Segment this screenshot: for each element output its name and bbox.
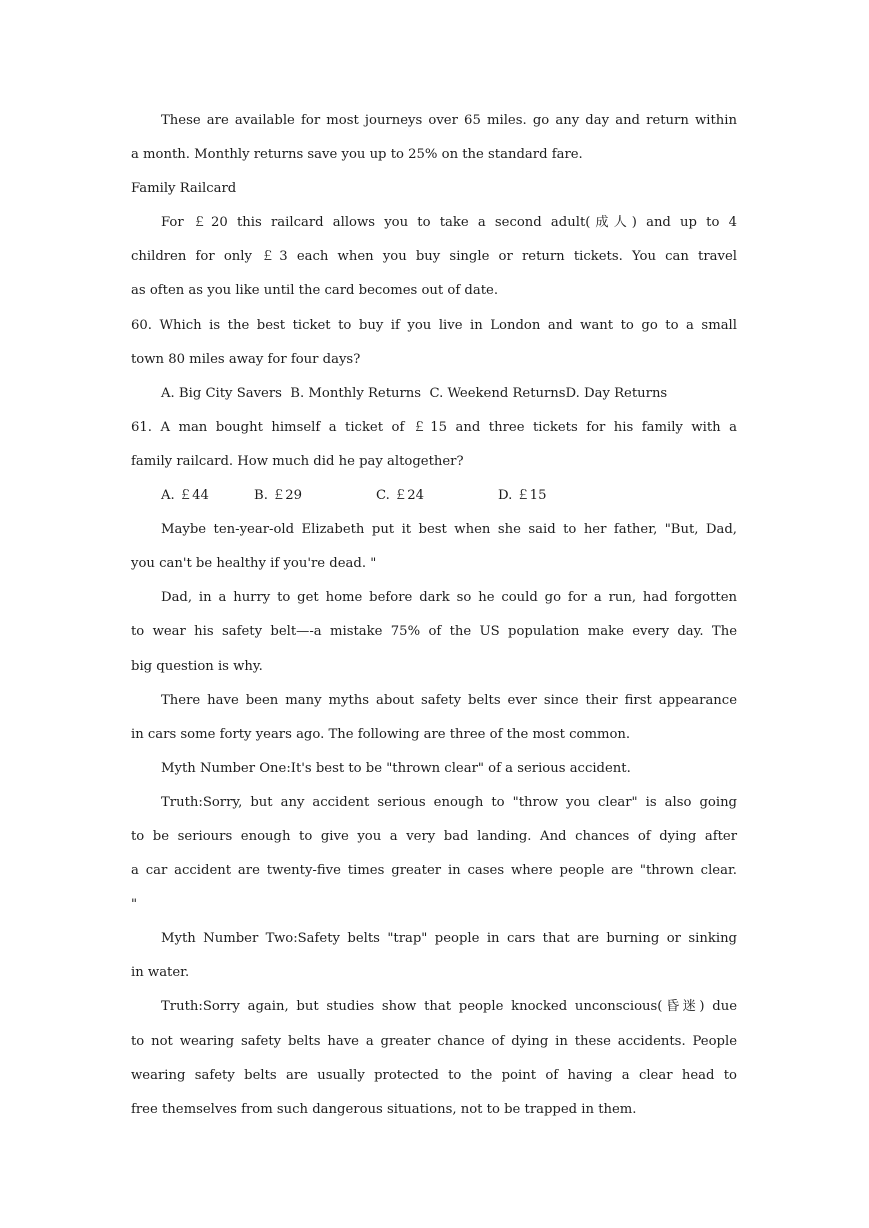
option-a: A. ￡44 bbox=[161, 488, 209, 504]
question-60 bbox=[131, 309, 737, 411]
text-line: Truth:Sorry, but any accident serious enough to "throw you clear" is also going bbox=[161, 794, 737, 810]
question-text-line: family railcard. How much did he pay altogether? bbox=[131, 453, 464, 469]
monthly-returns-paragraph bbox=[131, 104, 737, 172]
text-line: to not wearing safety belts have a greater chance of dying in these accidents. People bbox=[131, 1033, 737, 1049]
text-line: Maybe ten-year-old Elizabeth put it best when she said to her father, "But, Dad, bbox=[161, 522, 737, 538]
truth-1-paragraph bbox=[131, 786, 737, 922]
option-b: B. ￡29 bbox=[254, 488, 303, 504]
document-page bbox=[131, 104, 737, 1127]
passage-paragraph-3 bbox=[131, 684, 737, 752]
text-line: Myth Number Two:Safety belts "trap" people in cars that are burning or sinking bbox=[161, 931, 737, 947]
question-text-line: 61. A man bought himself a ticket of ￡15 and three tickets for his family with a bbox=[131, 419, 737, 435]
question-60-options: A. Big City Savers B. Monthly Returns C. Weekend ReturnsD. Day Returns bbox=[161, 385, 668, 401]
myth-1: Myth Number One:It's best to be "thrown clear" of a serious accident. bbox=[161, 760, 631, 776]
text-line: a car accident are twenty-five times greater in cases where people are "thrown clear. bbox=[131, 863, 737, 879]
option-c: C. ￡24 bbox=[376, 488, 424, 504]
text-line: Truth:Sorry again, but studies show that people knocked unconscious(昏迷) due bbox=[161, 999, 737, 1015]
text-line: in cars some forty years ago. The following are three of the most common. bbox=[131, 726, 631, 742]
text-line: a month. Monthly returns save you up to 25% on the standard fare. bbox=[131, 147, 583, 163]
text-line: you can't be healthy if you're dead. " bbox=[131, 556, 377, 572]
option-d: D. ￡15 bbox=[498, 488, 547, 504]
text-line: as often as you like until the card becomes out of date. bbox=[131, 283, 499, 299]
text-line: Dad, in a hurry to get home before dark so he could go for a run, had forgotten bbox=[161, 590, 737, 606]
text-line: These are available for most journeys over 65 miles. go any day and return within bbox=[161, 113, 737, 128]
text-line: to wear his safety belt—-a mistake 75% of the US population make every day. The bbox=[131, 624, 737, 640]
passage-paragraph-2 bbox=[131, 581, 737, 683]
text-line: There have been many myths about safety belts ever since their first appearance bbox=[161, 692, 737, 708]
text-line: " bbox=[131, 897, 138, 913]
question-61 bbox=[131, 411, 737, 513]
family-railcard-heading: Family Railcard bbox=[131, 181, 237, 197]
text-line: in water. bbox=[131, 965, 190, 981]
text-line: children for only ￡3 each when you buy single or return tickets. You can travel bbox=[131, 249, 737, 265]
text-line: big question is why. bbox=[131, 658, 263, 674]
question-text-line: 60. Which is the best ticket to buy if you live in London and want to go to a small bbox=[131, 317, 737, 333]
question-61-options bbox=[131, 479, 737, 513]
truth-2-paragraph bbox=[131, 990, 737, 1126]
question-text-line: town 80 miles away for four days? bbox=[131, 351, 361, 367]
family-railcard-paragraph bbox=[131, 206, 737, 308]
text-line: For ￡20 this railcard allows you to take a second adult(成人) and up to 4 bbox=[161, 215, 737, 231]
text-line: to be seriours enough to give you a very bad landing. And chances of dying after bbox=[131, 828, 737, 844]
myth-2-paragraph bbox=[131, 922, 737, 990]
text-line: free themselves from such dangerous situations, not to be trapped in them. bbox=[131, 1101, 637, 1117]
text-line: wearing safety belts are usually protected to the point of having a clear head to bbox=[131, 1067, 737, 1083]
passage-paragraph-1 bbox=[131, 513, 737, 581]
